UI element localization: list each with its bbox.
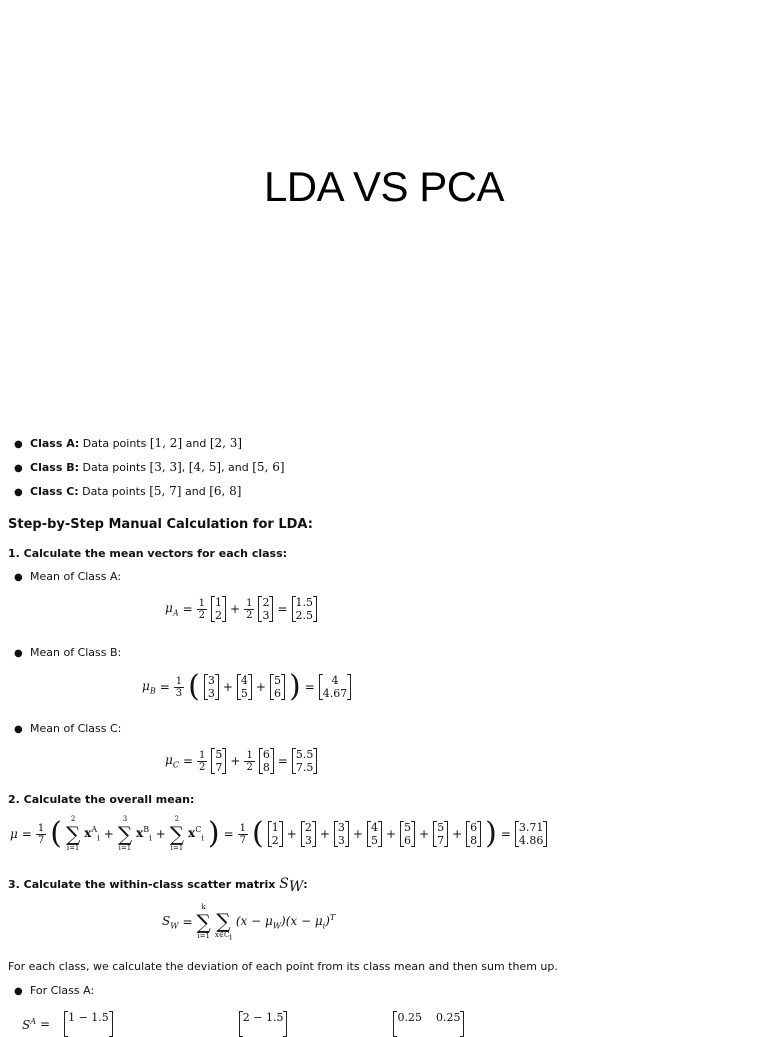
bullet-icon: ● bbox=[14, 439, 23, 450]
section-heading: Step-by-Step Manual Calculation for LDA: bbox=[8, 517, 313, 532]
list-item: ● For Class A: bbox=[14, 984, 95, 997]
bullet-icon: ● bbox=[14, 572, 23, 583]
equation-mean-c: $\mu_C$ = $\frac{1}{2}$ 5 7 + $\frac{1}{2}$ 6 8 = 5.5 7.5 bbox=[163, 748, 319, 774]
list-item: ● Mean of Class A: bbox=[14, 570, 122, 583]
bullet-icon: ● bbox=[14, 724, 23, 735]
equation-overall-mean: μ = $\frac{1}{7}$ ( 2 ∑ i=1 $x^A_i$ + 3 ∑ i=1 $x^B_i$ + 2 ∑ i=1 $x^C_i$ ) = $\frac{1}{7}$ ( 1 2 + 2 3 + 3 3 + 4 5 + 5 6 + 5 7 + 6 8 ) = 3.71 4.86 bbox=[8, 815, 549, 853]
page-title: LDA VS PCA bbox=[263, 163, 505, 210]
list-item: ● Class C: Data points [5, 7] and [6, 8] bbox=[14, 484, 242, 498]
list-item: ● Class B: Data points [3, 3], [4, 5], and [5, 6] bbox=[14, 460, 285, 474]
paragraph: For each class, we calculate the deviation of each point from its class mean and then sum them up. bbox=[8, 960, 558, 973]
equation-within-scatter: $S_W$ = k ∑ i=1 ∑ $x\in C_i$ $(x - \mu_W)(x - \mu_i)^T$ bbox=[162, 902, 336, 942]
bullet-icon: ● bbox=[14, 463, 23, 474]
equation-mean-b: $\mu_B$ = $\frac{1}{3}$ ( 3 3 + 4 5 + 5 6 ) = 4 4.67 bbox=[140, 672, 353, 702]
bullet-icon: ● bbox=[14, 487, 23, 498]
list-item: ● Class A: Data points [1, 2] and [2, 3] bbox=[14, 436, 243, 450]
bullet-icon: ● bbox=[14, 986, 23, 997]
equation-mean-a: $\mu_A$ = $\frac{1}{2}$ 1 2 + $\frac{1}{2}$ 2 3 = 1.5 2.5 bbox=[163, 596, 319, 622]
list-item: ● Mean of Class B: bbox=[14, 646, 122, 659]
step-heading: 3. Calculate the within-class scatter matrix $S_W$: bbox=[8, 876, 308, 896]
bullet-icon: ● bbox=[14, 648, 23, 659]
step-heading: 2. Calculate the overall mean: bbox=[8, 793, 195, 806]
list-item: ● Mean of Class C: bbox=[14, 722, 122, 735]
equation-scatter-a: $S^A$ = 1 − 1.5 2 − 1.5 0.25 0.25 bbox=[20, 1011, 466, 1037]
step-heading: 1. Calculate the mean vectors for each class: bbox=[8, 547, 288, 560]
